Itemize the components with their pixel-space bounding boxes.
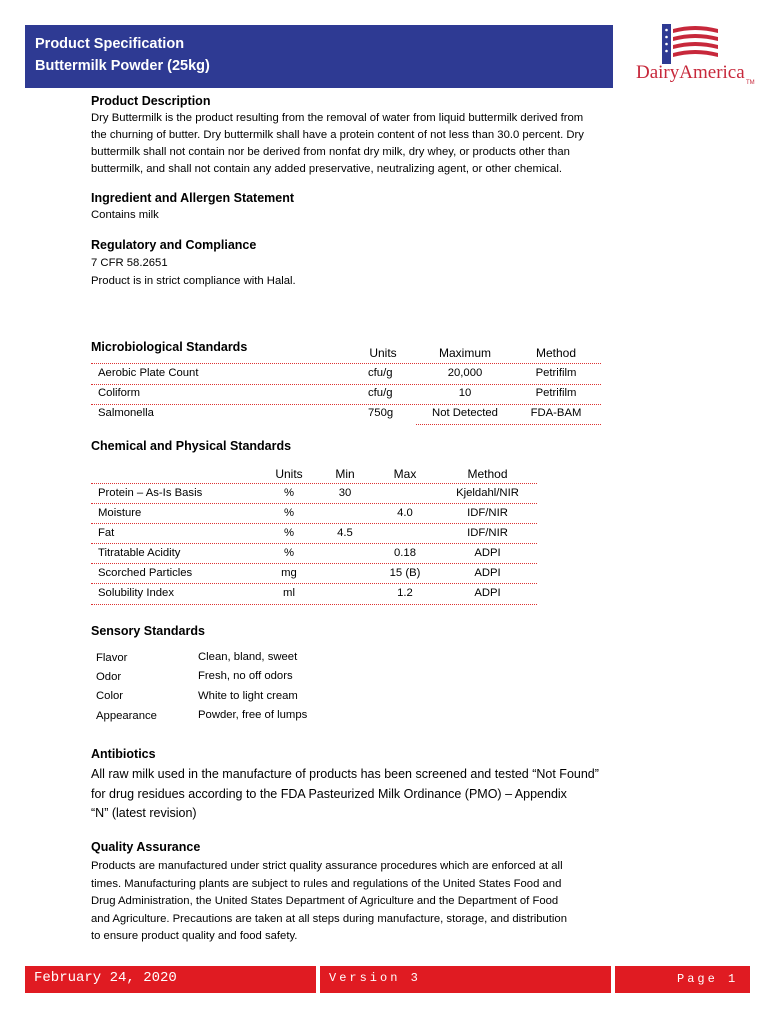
antibiotics-text [91, 765, 666, 824]
description-line: the churning of butter. Dry buttermilk shall have a protein content of not less than 30.0 percent. Dry [91, 129, 584, 141]
footer-date-bar [25, 966, 316, 993]
micro-maximum: Not Detected [432, 407, 498, 419]
sensory-attribute: Flavor [96, 652, 128, 664]
regulation-code: 7 CFR 58.2651 [91, 257, 168, 269]
antibiotics-line: for drug residues according to the FDA Pasteurized Milk Ordinance (PMO) – Appendix [91, 786, 567, 801]
chem-method: IDF/NIR [467, 507, 508, 519]
micro-units: 750g [368, 407, 394, 419]
table-rule [416, 424, 601, 425]
description-line: buttermilk, and shall not contain any added preservative, neutralizing agent, or other chemical. [91, 163, 562, 175]
chem-param: Moisture [98, 507, 142, 519]
chem-method: ADPI [474, 567, 501, 579]
footer-page: Page 1 [677, 972, 739, 986]
micro-param: Coliform [98, 387, 141, 399]
description-line: Dry Buttermilk is the product resulting from the removal of water from liquid buttermilk derived from [91, 112, 584, 124]
sensory-value: White to light cream [198, 690, 298, 702]
table-rule [91, 523, 537, 524]
product-name: Buttermilk Powder (25kg) [35, 58, 210, 74]
halal-statement: Product is in strict compliance with Halal. [91, 275, 296, 287]
document-title: Product Specification [35, 36, 185, 52]
micro-title: Microbiological Standards [91, 340, 248, 354]
footer-page-bar [615, 966, 750, 993]
sensory-value: Powder, free of lumps [198, 709, 308, 721]
logo-wordmark: DairyAmerica [636, 62, 745, 83]
table-rule [91, 543, 537, 544]
table-rule [91, 384, 601, 385]
header-banner [25, 25, 613, 88]
chem-title: Chemical and Physical Standards [91, 439, 292, 453]
regulatory-title: Regulatory and Compliance [91, 238, 257, 252]
trademark-mark: TM [746, 80, 755, 86]
chem-method: IDF/NIR [467, 527, 508, 539]
sensory-title: Sensory Standards [91, 624, 205, 638]
sensory-attribute: Odor [96, 671, 122, 683]
micro-method: FDA-BAM [530, 407, 582, 419]
antibiotics-line: All raw milk used in the manufacture of products has been screened and tested “Not Found” [91, 767, 599, 781]
chem-min: 30 [338, 487, 352, 499]
micro-units: cfu/g [368, 387, 393, 399]
table-rule [91, 503, 537, 504]
qa-line: to ensure product quality and food safety. [91, 930, 298, 942]
micro-maximum: 10 [458, 387, 472, 399]
chem-units: ml [283, 587, 295, 599]
chem-header-min: Min [335, 467, 355, 481]
footer-version: Version 3 [329, 971, 421, 985]
chem-param: Protein – As-Is Basis [98, 487, 203, 499]
table-rule [91, 583, 537, 584]
chem-method: ADPI [474, 587, 501, 599]
description-title: Product Description [91, 94, 211, 108]
chem-header-units: Units [275, 467, 303, 481]
antibiotics-title: Antibiotics [91, 747, 156, 761]
chem-units: mg [281, 567, 297, 579]
table-rule [91, 363, 601, 364]
micro-method: Petrifilm [535, 367, 577, 379]
chem-units: % [283, 527, 295, 539]
description-line: buttermilk shall not contain nor be derived from nonfat dry milk, dry whey, or products other than [91, 146, 570, 158]
sensory-attribute: Color [96, 690, 123, 702]
chem-max: 15 (B) [389, 567, 421, 579]
micro-header-method: Method [535, 346, 577, 360]
sensory-value: Clean, bland, sweet [198, 651, 298, 663]
qa-line: Products are manufactured under strict quality assurance procedures which are enforced at all [91, 860, 563, 872]
antibiotics-line: “N” (latest revision) [91, 806, 197, 820]
micro-units: cfu/g [368, 367, 393, 379]
dairyamerica-logo [632, 22, 758, 92]
chem-param: Titratable Acidity [98, 547, 181, 559]
chem-method: ADPI [474, 547, 501, 559]
qa-line: and Agriculture. Precautions are taken at all steps during manufacture, storage, and distribution [91, 912, 568, 925]
chem-header-method: Method [467, 467, 508, 481]
micro-param: Salmonella [98, 407, 154, 419]
chem-method: Kjeldahl/NIR [456, 487, 519, 499]
micro-header-maximum: Maximum [438, 346, 491, 360]
qa-text [91, 858, 651, 946]
chem-max: 4.0 [397, 507, 413, 519]
table-rule [91, 404, 601, 405]
micro-param: Aerobic Plate Count [98, 367, 199, 379]
allergen-text: Contains milk [91, 209, 159, 221]
chem-max: 0.18 [394, 547, 416, 559]
sensory-attribute: Appearance [96, 710, 157, 722]
footer-date: February 24, 2020 [34, 970, 177, 986]
chem-param: Solubility Index [98, 587, 174, 599]
chem-units: % [283, 547, 295, 559]
chem-header-max: Max [393, 467, 417, 481]
table-rule [91, 604, 537, 605]
qa-line: Drug Administration, the United States Department of Agriculture and the Department of Food [91, 895, 559, 907]
description-text [91, 110, 631, 178]
flag-icon [662, 24, 722, 64]
chem-param: Fat [98, 527, 115, 539]
table-rule [91, 483, 537, 484]
footer-version-bar [320, 966, 611, 993]
chem-param: Scorched Particles [98, 567, 193, 579]
sensory-value: Fresh, no off odors [198, 670, 293, 682]
chem-units: % [283, 487, 295, 499]
chem-max: 1.2 [397, 587, 413, 599]
qa-line: times. Manufacturing plants are subject to rules and regulations of the United States Food and [91, 877, 562, 890]
table-rule [91, 563, 537, 564]
chem-units: % [283, 507, 295, 519]
chem-min: 4.5 [337, 527, 353, 539]
micro-maximum: 20,000 [447, 367, 483, 379]
micro-header-units: Units [369, 346, 397, 360]
micro-method: Petrifilm [535, 387, 577, 399]
allergen-title: Ingredient and Allergen Statement [91, 191, 295, 205]
qa-title: Quality Assurance [91, 840, 201, 854]
